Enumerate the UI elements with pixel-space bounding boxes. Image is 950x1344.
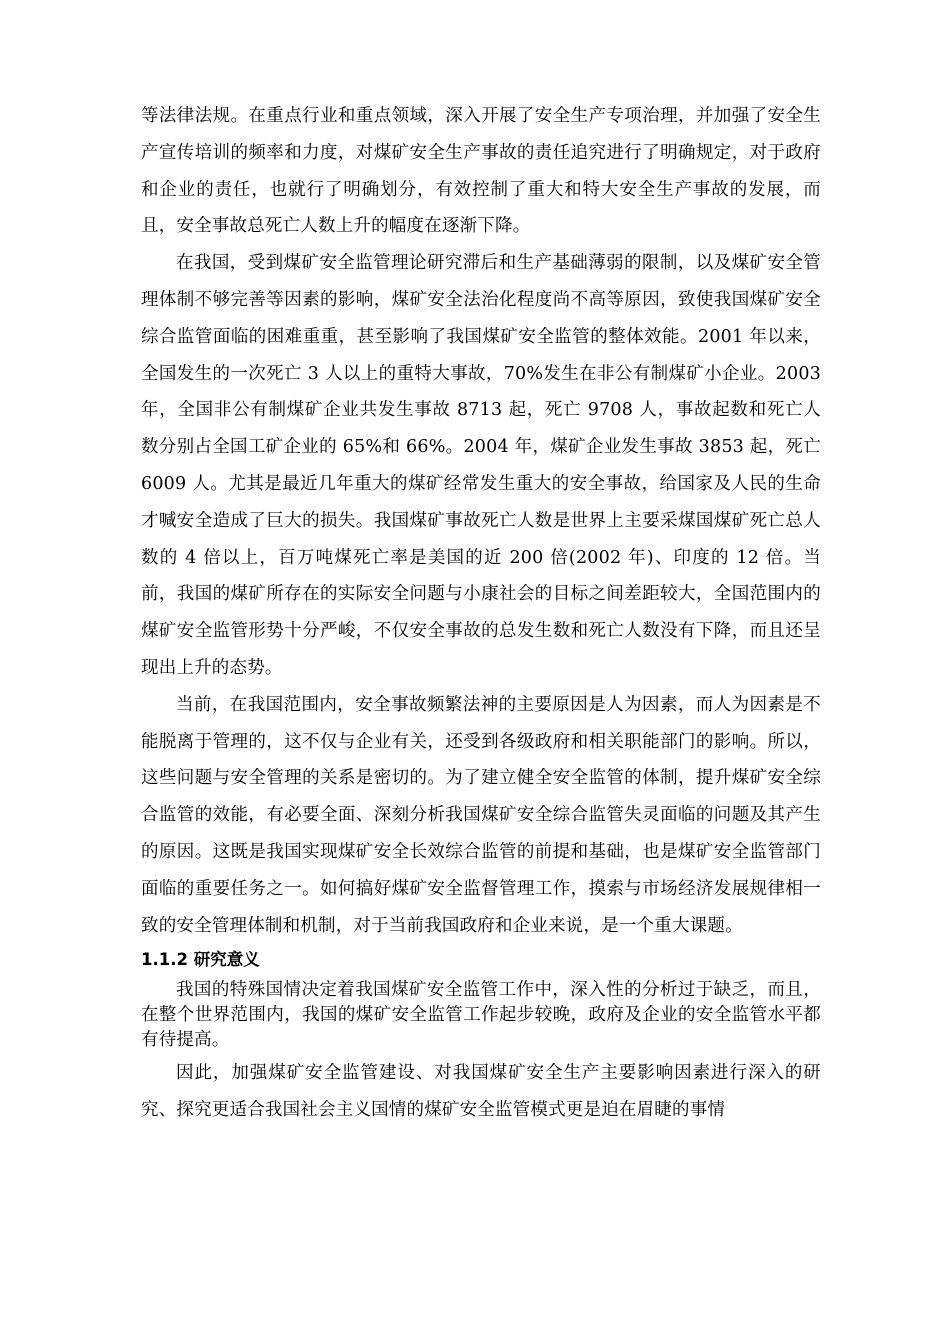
body-paragraph-2: 在我国，受到煤矿安全监管理论研究滞后和生产基础薄弱的限制，以及煤矿安全管理体制不够完善等因素的影响，煤矿安全法治化程度尚不高等原因，致使我国煤矿安全综合监管面临的困难重重，甚至影响了我国煤矿安全监管的整体效能。2001 年以来，全国发生的一次死亡 3 人以上的重特大事故，70%发生在非公有制煤矿小企业。2003 年，全国非公有制煤矿企业共发生事故 8713 起，死亡 9708 人，事故起数和死亡人数分别占全国工矿企业的 65%和 66%。2004 年，煤矿企业发生事故 3853 起，死亡 6009 人。尤其是最近几年重大的煤矿经常发生重大的安全事故，给国家及人民的生命才喊安全造成了巨大的损失。我国煤矿事故死亡人数是世界上主要采煤国煤矿死亡总人数的 4 倍以上，百万吨煤死亡率是美国的近 200 倍(2002 年)、印度的 12 倍。当前，我国的煤矿所存在的实际安全问题与小康社会的目标之间差距较大，全国范围内的煤矿安全监管形势十分严峻，不仅安全事故的总发生数和死亡人数没有下降，而且还呈现出上升的态势。 [141, 253, 821, 678]
section-paragraph-2: 因此，加强煤矿安全监管建设、对我国煤矿安全生产主要影响因素进行深入的研究、探究更适合我国社会主义国情的煤矿安全监管模式更是迫在眉睫的事情 [141, 1063, 821, 1121]
body-paragraph-3: 当前，在我国范围内，安全事故频繁法神的主要原因是人为因素，而人为因素是不能脱离于管理的，这不仅与企业有关，还受到各级政府和相关职能部门的影响。所以，这些问题与安全管理的关系是密切的。为了建立健全安全监管的体制，提升煤矿安全综合监管的效能，有必要全面、深刻分析我国煤矿安全综合监管失灵面临的问题及其产生的原因。这既是我国实现煤矿安全长效综合监管的前提和基础，也是煤矿安全监管部门面临的重要任务之一。如何搞好煤矿安全监督管理工作，摸索与市场经济发展规律相一致的安全管理体制和机制，对于当前我国政府和企业来说，是一个重大课题。 [141, 694, 821, 936]
section-paragraph-1: 我国的特殊国情决定着我国煤矿安全监管工作中，深入性的分析过于缺乏，而且，在整个世界范围内，我国的煤矿安全监管工作起步较晚，政府及企业的安全监管水平都有待提高。 [141, 980, 821, 1051]
body-paragraph-1: 等法律法规。在重点行业和重点领域，深入开展了安全生产专项治理，并加强了安全生产宣传培训的频率和力度，对煤矿安全生产事故的责任追究进行了明确规定，对于政府和企业的责任，也就行了明确划分，有效控制了重大和特大安全生产事故的发展，而且，安全事故总死亡人数上升的幅度在逐渐下降。 [141, 106, 821, 237]
document-page [141, 98, 821, 1129]
section-heading: 1.1.2 研究意义 [141, 950, 260, 970]
